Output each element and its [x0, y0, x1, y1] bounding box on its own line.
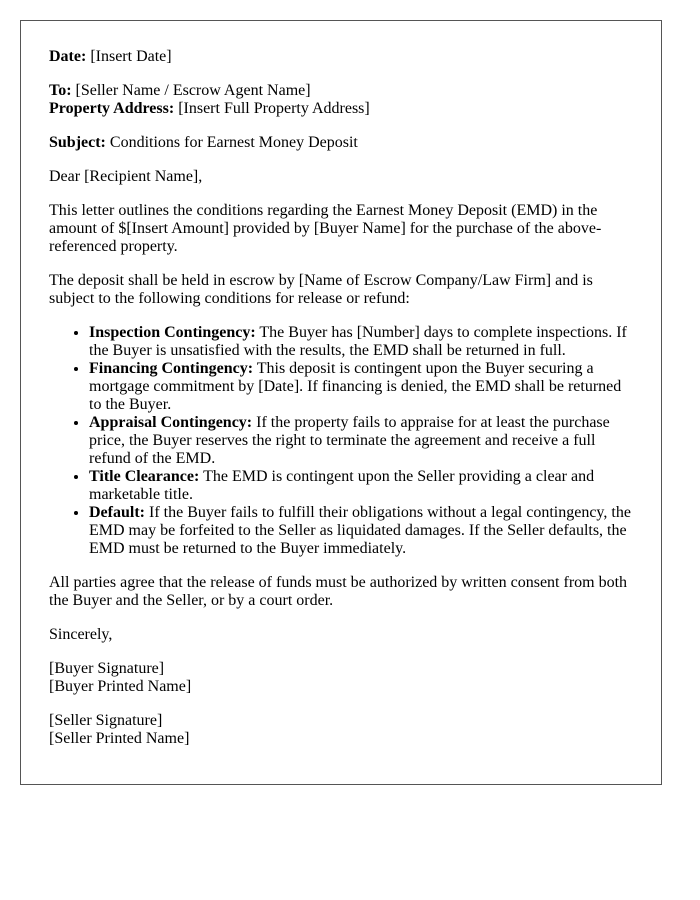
condition-item	[89, 324, 633, 360]
condition-label: Title Clearance:	[89, 468, 200, 485]
condition-text: This deposit is contingent upon the Buyer securing a mortgage commitment by [Date]. If financing is denied, the EMD shall be returned to the Buyer.	[89, 360, 622, 413]
address-value: [Insert Full Property Address]	[178, 100, 370, 117]
date-line	[49, 48, 633, 66]
condition-text: If the property fails to appraise for at least the purchase price, the Buyer reserves the right to terminate the agreement and receive a full refund of the EMD.	[89, 414, 610, 467]
to-label: To:	[49, 82, 72, 99]
conditions-list	[49, 324, 633, 558]
condition-label: Appraisal Contingency:	[89, 414, 253, 431]
date-label: Date:	[49, 48, 87, 65]
condition-label: Financing Contingency:	[89, 360, 254, 377]
condition-label: Default:	[89, 504, 145, 521]
recipient-block	[49, 82, 633, 118]
escrow-paragraph: The deposit shall be held in escrow by [Name of Escrow Company/Law Firm] and is subject to the following conditions for release or refund:	[49, 272, 593, 307]
address-label: Property Address:	[49, 100, 175, 117]
date-value: [Insert Date]	[90, 48, 172, 65]
condition-text: The EMD is contingent upon the Seller providing a clear and marketable title.	[89, 468, 595, 503]
condition-item	[89, 504, 633, 558]
condition-item	[89, 360, 633, 414]
to-value: [Seller Name / Escrow Agent Name]	[75, 82, 311, 99]
condition-item	[89, 414, 633, 468]
subject-label: Subject:	[49, 134, 106, 151]
buyer-printed-name: [Buyer Printed Name]	[49, 678, 192, 695]
intro-paragraph: This letter outlines the conditions regarding the Earnest Money Deposit (EMD) in the amount of $[Insert Amount] provided by [Buyer Name] for the purchase of the above-referenced property.	[49, 202, 602, 255]
seller-printed-name: [Seller Printed Name]	[49, 730, 190, 747]
letter-document	[20, 20, 662, 785]
closing: Sincerely,	[49, 626, 113, 643]
seller-signature-block	[49, 712, 633, 748]
seller-signature: [Seller Signature]	[49, 712, 163, 729]
condition-text: The Buyer has [Number] days to complete inspections. If the Buyer is unsatisfied with the results, the EMD shall be returned in full.	[89, 324, 627, 359]
subject-value: Conditions for Earnest Money Deposit	[109, 134, 358, 151]
buyer-signature: [Buyer Signature]	[49, 660, 165, 677]
condition-label: Inspection Contingency:	[89, 324, 256, 341]
salutation: Dear [Recipient Name],	[49, 168, 203, 185]
subject-line	[49, 134, 633, 152]
condition-item	[89, 468, 633, 504]
agreement-paragraph: All parties agree that the release of funds must be authorized by written consent from both the Buyer and the Seller, or by a court order.	[49, 574, 628, 609]
condition-text: If the Buyer fails to fulfill their obligations without a legal contingency, the EMD may be forfeited to the Seller as liquidated damages. If the Seller defaults, the EMD must be returned to the Buyer immediately.	[89, 504, 631, 557]
buyer-signature-block	[49, 660, 633, 696]
